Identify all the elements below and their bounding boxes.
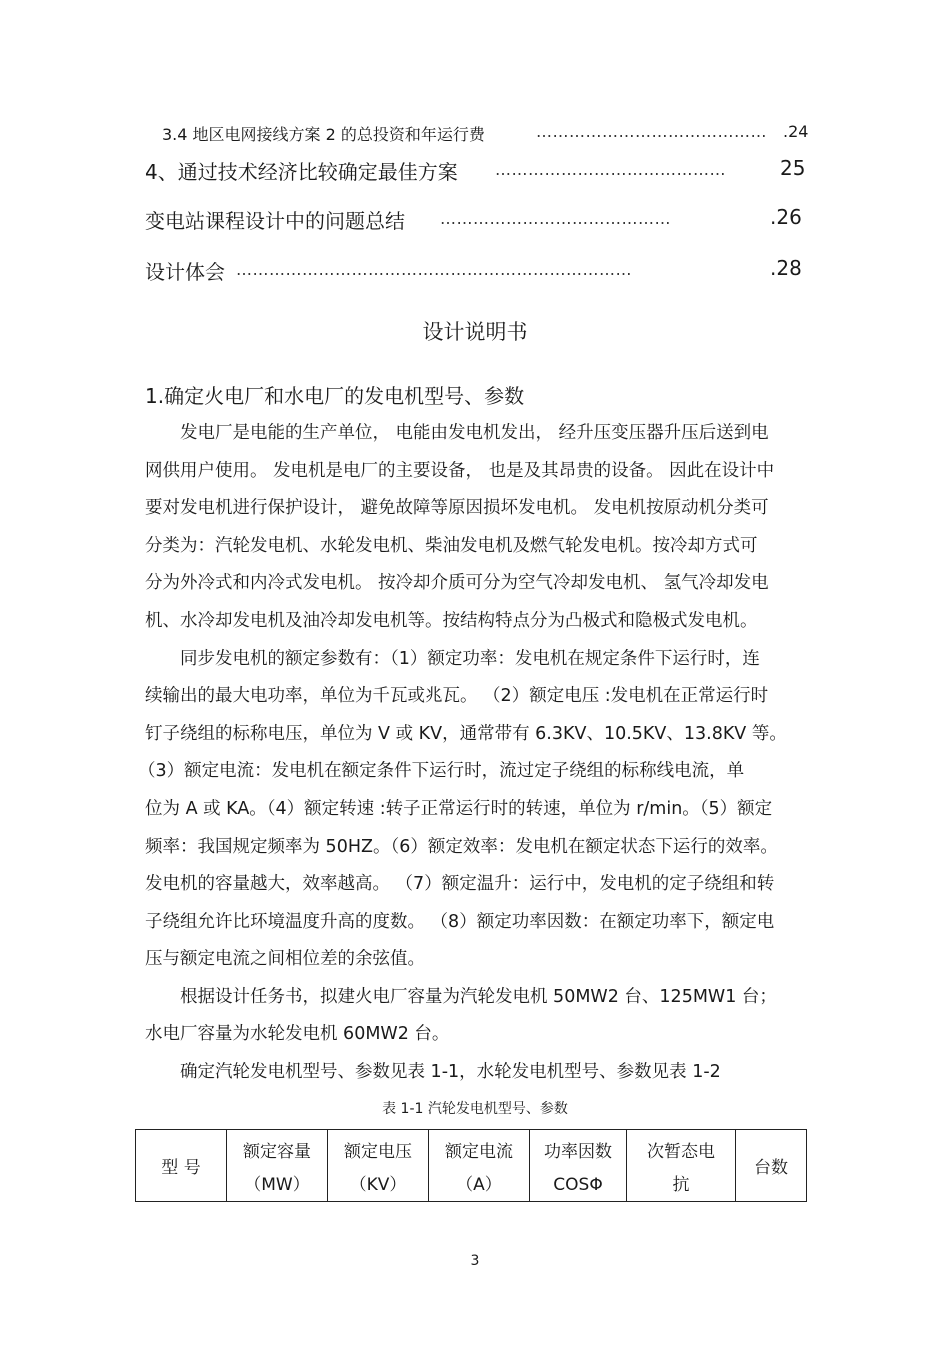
- table-header-cell: [328, 1130, 429, 1202]
- paragraph-line: 水电厂容量为水轮发电机 60MW2 台。: [145, 1024, 450, 1044]
- paragraph-line: （3）额定电流：发电机在额定条件下运行时，流过定子绕组的标称线电流，单: [138, 761, 745, 781]
- paragraph-line: 续输出的最大电功率，单位为千瓦或兆瓦。 （2）额定电压 :发电机在正常运行时: [145, 686, 769, 706]
- table-header-cell: [627, 1130, 736, 1202]
- section-heading: 1.确定火电厂和水电厂的发电机型号、参数: [145, 384, 525, 408]
- paragraph-line: 子绕组允许比环境温度升高的度数。 （8）额定功率因数：在额定功率下，额定电: [145, 912, 775, 932]
- paragraph-line: 分为外冷式和内冷式发电机。 按冷却介质可分为空气冷却发电机、 氢气冷却发电: [145, 573, 769, 593]
- toc-entry-page[interactable]: .26: [770, 205, 802, 229]
- header-subtransient-reactance: 次暂态电: [647, 1141, 715, 1162]
- paragraph-line: 钉子绕组的标称电压，单位为 V 或 KV，通常带有 6.3KV、10.5KV、13.8KV 等。: [145, 724, 787, 744]
- toc-leader-dots: ………………………………………………………………: [236, 260, 632, 279]
- page-number: 3: [470, 1253, 480, 1269]
- toc-leader-dots: ……………………………………: [495, 160, 726, 179]
- header-unit-count: 台数: [754, 1158, 788, 1178]
- header-power-factor: 功率因数: [544, 1141, 612, 1162]
- toc-entry-page[interactable]: .28: [770, 256, 802, 280]
- paragraph-line: 位为 A 或 KA。（4）额定转速 :转子正常运行时的转速，单位为 r/min。（5）额定: [145, 799, 773, 819]
- toc-entry-title[interactable]: 4、通过技术经济比较确定最佳方案: [145, 160, 458, 184]
- header-rated-current: 额定电流: [445, 1141, 513, 1162]
- header-model: 型 号: [161, 1158, 201, 1178]
- paragraph-line: 要对发电机进行保护设计， 避免故障等原因损坏发电机。 发电机按原动机分类可: [145, 498, 769, 518]
- header-rated-current-unit: （A）: [456, 1174, 502, 1195]
- table-header-cell: [227, 1130, 328, 1202]
- paragraph-line: 发电厂是电能的生产单位， 电能由发电机发出， 经升压变压器升压后送到电: [180, 423, 769, 443]
- paragraph-line: 根据设计任务书，拟建火电厂容量为汽轮发电机 50MW2 台、125MW1 台；: [180, 987, 777, 1007]
- paragraph-line: 确定汽轮发电机型号、参数见表 1-1，水轮发电机型号、参数见表 1-2: [180, 1062, 721, 1082]
- table-header-cell: [530, 1130, 627, 1202]
- header-rated-voltage-unit: （KV）: [349, 1174, 407, 1195]
- toc-entry-page[interactable]: .24: [783, 122, 809, 141]
- table-header-cell: [429, 1130, 530, 1202]
- toc-entry-title[interactable]: 设计体会: [145, 260, 225, 284]
- header-rated-voltage: 额定电压: [344, 1141, 412, 1162]
- table-header-cell: [136, 1130, 227, 1202]
- toc-leader-dots: ……………………………………: [440, 209, 671, 228]
- document-title: 设计说明书: [422, 320, 528, 344]
- paragraph-line: 压与额定电流之间相位差的余弦值。: [145, 949, 425, 969]
- paragraph-line: 频率：我国规定频率为 50HZ。（6）额定效率：发电机在额定状态下运行的效率。: [145, 837, 778, 857]
- header-rated-capacity: 额定容量: [243, 1141, 311, 1162]
- toc-entry-title[interactable]: 变电站课程设计中的问题总结: [145, 209, 405, 233]
- paragraph-line: 网供用户使用。 发电机是电厂的主要设备， 也是及其昂贵的设备。 因此在设计中: [145, 461, 775, 481]
- header-power-factor-symbol: COSΦ: [553, 1174, 603, 1195]
- table-header-row: [136, 1130, 807, 1202]
- paragraph-line: 机、水冷却发电机及油冷却发电机等。按结构特点分为凸极式和隐极式发电机。: [145, 611, 758, 631]
- paragraph-line: 发电机的容量越大，效率越高。 （7）额定温升：运行中，发电机的定子绕组和转: [145, 874, 775, 894]
- toc-entry-title[interactable]: 3.4 地区电网接线方案 2 的总投资和年运行费: [162, 125, 485, 144]
- header-subtransient-reactance-cont: 抗: [672, 1174, 690, 1195]
- paragraph-line: 分类为：汽轮发电机、水轮发电机、柴油发电机及燃气轮发电机。按冷却方式可: [145, 536, 758, 556]
- table-header-cell: [736, 1130, 807, 1202]
- paragraph-line: 同步发电机的额定参数有：（1）额定功率：发电机在规定条件下运行时，连: [180, 649, 760, 669]
- toc-leader-dots: ……………………………………: [536, 122, 767, 141]
- table-caption: 表 1-1 汽轮发电机型号、参数: [382, 1101, 568, 1117]
- header-rated-capacity-unit: （MW）: [244, 1174, 310, 1195]
- toc-entry-page[interactable]: 25: [780, 156, 806, 180]
- generator-spec-table: [135, 1129, 807, 1202]
